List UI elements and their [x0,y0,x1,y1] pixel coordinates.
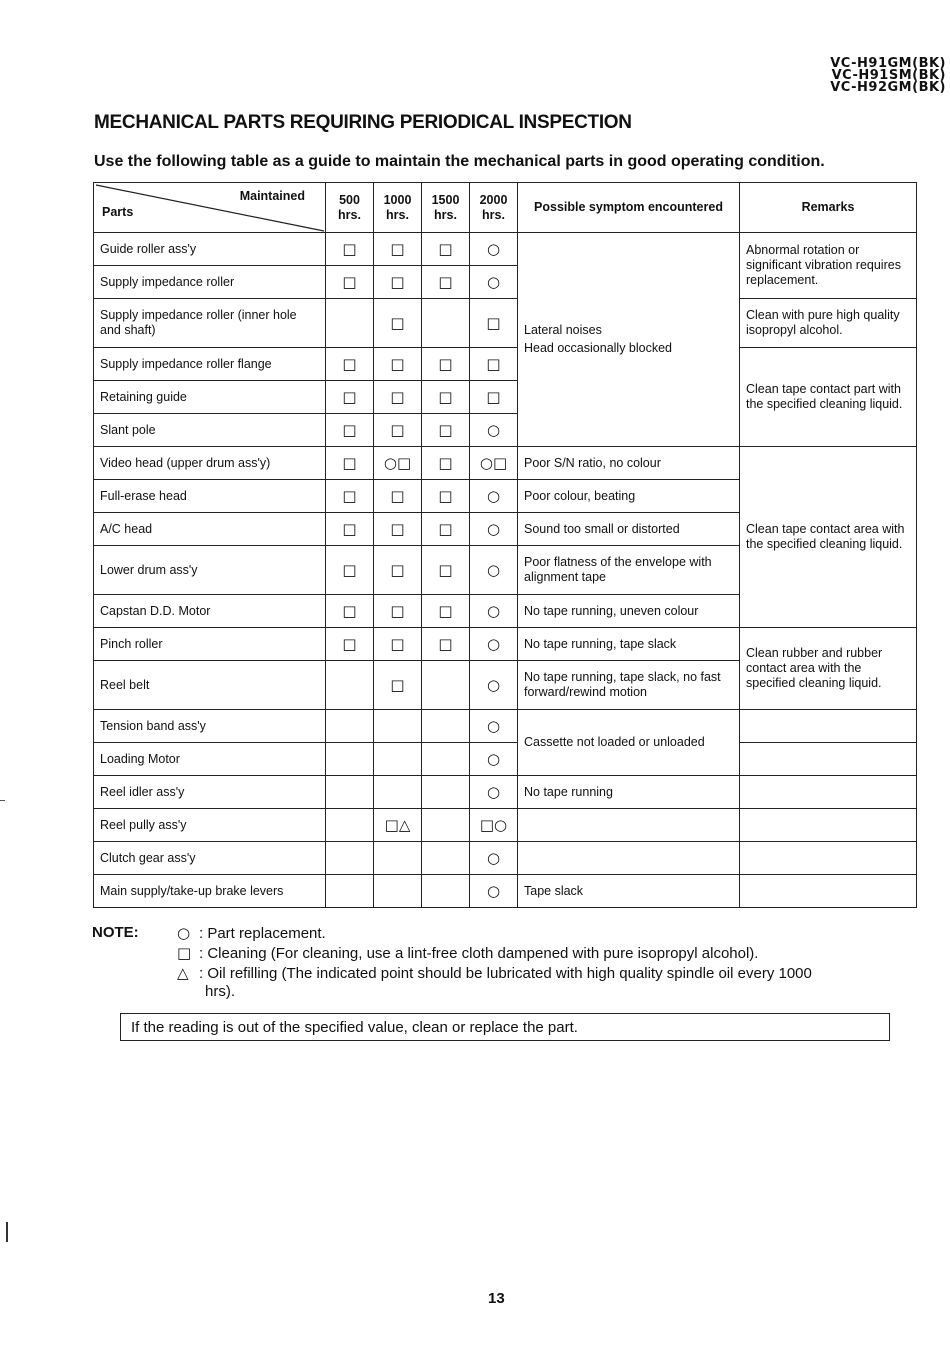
mark-1000: ○□ [374,447,422,480]
remark-clean-area: Clean tape contact area with the specified cleaning liquid. [740,447,917,628]
model-number: VC-H92GM(BK) [830,80,946,95]
mark-1500 [422,842,470,875]
header-1500: 1500 hrs. [422,183,470,233]
mark-2000: ○ [470,595,518,628]
mark-500 [326,661,374,710]
mark-2000: ○ [470,628,518,661]
part-name: Lower drum ass'y [94,546,326,595]
mark-1000 [374,875,422,908]
model-number: VC-H91GM(BK) [830,56,946,71]
mark-1000: □ [374,546,422,595]
mark-1500: □ [422,513,470,546]
mark-1500: □ [422,595,470,628]
mark-500 [326,776,374,809]
mark-500 [326,875,374,908]
part-name: A/C head [94,513,326,546]
mark-500: □ [326,414,374,447]
mark-1500: □ [422,381,470,414]
remark-empty [740,809,917,842]
symptom-ac-head: Sound too small or distorted [518,513,740,546]
header-500: 500 hrs. [326,183,374,233]
note-triangle-cont: hrs). [205,983,235,1000]
mark-1000: □ [374,595,422,628]
mark-500 [326,809,374,842]
header-parts-maintained [94,183,326,233]
remark-clean-alcohol: Clean with pure high quality isopropyl alcohol. [740,299,917,348]
mark-2000: ○□ [470,447,518,480]
mark-1500 [422,776,470,809]
mark-1000: □ [374,414,422,447]
mark-500: □ [326,348,374,381]
table-row [94,875,917,908]
symptom-full-erase: Poor colour, beating [518,480,740,513]
part-name: Capstan D.D. Motor [94,595,326,628]
mark-1000: □ [374,381,422,414]
mark-1500 [422,710,470,743]
instruction-box: If the reading is out of the specified value, clean or replace the part. [120,1013,890,1041]
symptom-lower-drum: Poor flatness of the envelope with alignment tape [518,546,740,595]
intro-text: Use the following table as a guide to maintain the mechanical parts in good operating condition. [94,153,825,170]
header-symptom: Possible symptom encountered [518,183,740,233]
scan-mark [0,800,5,801]
mark-2000: ○ [470,743,518,776]
mark-2000: ○ [470,233,518,266]
mark-1000: □ [374,513,422,546]
mark-1500: □ [422,233,470,266]
note-circle [177,924,326,942]
model-numbers [830,58,946,94]
part-name: Guide roller ass'y [94,233,326,266]
mark-2000: ○ [470,513,518,546]
mark-1000: □ [374,299,422,348]
mark-1000: □ [374,480,422,513]
symptom-brake: Tape slack [518,875,740,908]
mark-1500: □ [422,546,470,595]
symptom-lateral [518,233,740,447]
header-1000: 1000 hrs. [374,183,422,233]
symptom-empty [518,809,740,842]
mark-1500 [422,809,470,842]
remark-empty [740,776,917,809]
symptom-text: Head occasionally blocked [524,341,673,355]
table-row [94,447,917,480]
table-row [94,710,917,743]
mark-1000: □ [374,266,422,299]
mark-2000: ○ [470,875,518,908]
mark-500: □ [326,513,374,546]
mark-1500 [422,743,470,776]
table-row [94,842,917,875]
mark-1000 [374,776,422,809]
mark-1500: □ [422,414,470,447]
part-name: Supply impedance roller (inner hole and shaft) [94,299,326,348]
mark-500 [326,710,374,743]
mark-500: □ [326,233,374,266]
header-2000: 2000 hrs. [470,183,518,233]
symptom-pinch: No tape running, tape slack [518,628,740,661]
circle-icon: ○ [177,924,191,942]
part-name: Supply impedance roller [94,266,326,299]
mark-1000: □ [374,661,422,710]
part-name: Slant pole [94,414,326,447]
mark-500: □ [326,480,374,513]
note-square-text: : Cleaning (For cleaning, use a lint-free cloth dampened with pure isopropyl alcohol). [199,945,759,962]
mark-1500: □ [422,480,470,513]
mark-1000 [374,743,422,776]
mark-2000: ○ [470,480,518,513]
symptom-cassette: Cassette not loaded or unloaded [518,710,740,776]
note-circle-text: : Part replacement. [199,925,326,942]
mark-2000: ○ [470,266,518,299]
mark-1500 [422,875,470,908]
mark-500: □ [326,628,374,661]
page-title: MECHANICAL PARTS REQUIRING PERIODICAL INSPECTION [94,112,632,133]
part-name: Video head (upper drum ass'y) [94,447,326,480]
table-row [94,776,917,809]
part-name: Main supply/take-up brake levers [94,875,326,908]
header-maintained: Maintained [239,189,305,203]
note-square [177,944,758,962]
mark-500 [326,299,374,348]
part-name: Tension band ass'y [94,710,326,743]
mark-2000: ○ [470,776,518,809]
part-name: Clutch gear ass'y [94,842,326,875]
header-parts: Parts [102,205,134,219]
table-row [94,743,917,776]
mark-1500: □ [422,628,470,661]
symptom-text: Lateral noises [524,323,602,337]
table-row [94,809,917,842]
table-row [94,348,917,381]
mark-1500: □ [422,447,470,480]
remark-empty [740,842,917,875]
remark-clean-part: Clean tape contact part with the specified cleaning liquid. [740,348,917,447]
remark-empty [740,743,917,776]
symptom-reel-idler: No tape running [518,776,740,809]
header-remarks: Remarks [740,183,917,233]
mark-1500: □ [422,348,470,381]
symptom-capstan: No tape running, uneven colour [518,595,740,628]
part-name: Reel idler ass'y [94,776,326,809]
mark-500 [326,842,374,875]
mark-500: □ [326,266,374,299]
mark-1500 [422,299,470,348]
remark-clean-rubber: Clean rubber and rubber contact area with the specified cleaning liquid. [740,628,917,710]
mark-2000: ○ [470,710,518,743]
mark-1000: □ [374,628,422,661]
square-icon: □ [177,944,192,962]
mark-2000: □ [470,348,518,381]
inspection-table [93,182,917,908]
mark-1000: □ [374,348,422,381]
mark-1500 [422,661,470,710]
mark-1000: □ [374,233,422,266]
mark-500: □ [326,447,374,480]
part-name: Full-erase head [94,480,326,513]
mark-2000: □○ [470,809,518,842]
mark-1500: □ [422,266,470,299]
model-number: VC-H91SM(BK) [831,68,946,83]
page-number: 13 [488,1290,505,1307]
part-name: Reel belt [94,661,326,710]
mark-500: □ [326,546,374,595]
table-row [94,299,917,348]
mark-2000: ○ [470,546,518,595]
mark-1000 [374,710,422,743]
symptom-reel-belt: No tape running, tape slack, no fast forward/rewind motion [518,661,740,710]
table-row [94,628,917,661]
scan-mark [6,1222,8,1242]
part-name: Loading Motor [94,743,326,776]
mark-500 [326,743,374,776]
mark-2000: ○ [470,661,518,710]
table-row [94,233,917,266]
part-name: Reel pully ass'y [94,809,326,842]
mark-1000: □△ [374,809,422,842]
note-triangle-text: : Oil refilling (The indicated point should be lubricated with high quality spindle oil every 1000 [199,965,812,982]
mark-2000: ○ [470,414,518,447]
mark-500: □ [326,381,374,414]
note-triangle [177,964,812,982]
mark-2000: □ [470,299,518,348]
part-name: Pinch roller [94,628,326,661]
part-name: Retaining guide [94,381,326,414]
note-label: NOTE: [92,924,139,941]
triangle-icon: △ [177,964,189,982]
mark-2000: ○ [470,842,518,875]
mark-500: □ [326,595,374,628]
mark-2000: □ [470,381,518,414]
symptom-video-head: Poor S/N ratio, no colour [518,447,740,480]
remark-abnormal: Abnormal rotation or significant vibration requires replacement. [740,233,917,299]
mark-1000 [374,842,422,875]
remark-empty [740,875,917,908]
symptom-empty [518,842,740,875]
remark-empty [740,710,917,743]
part-name: Supply impedance roller flange [94,348,326,381]
